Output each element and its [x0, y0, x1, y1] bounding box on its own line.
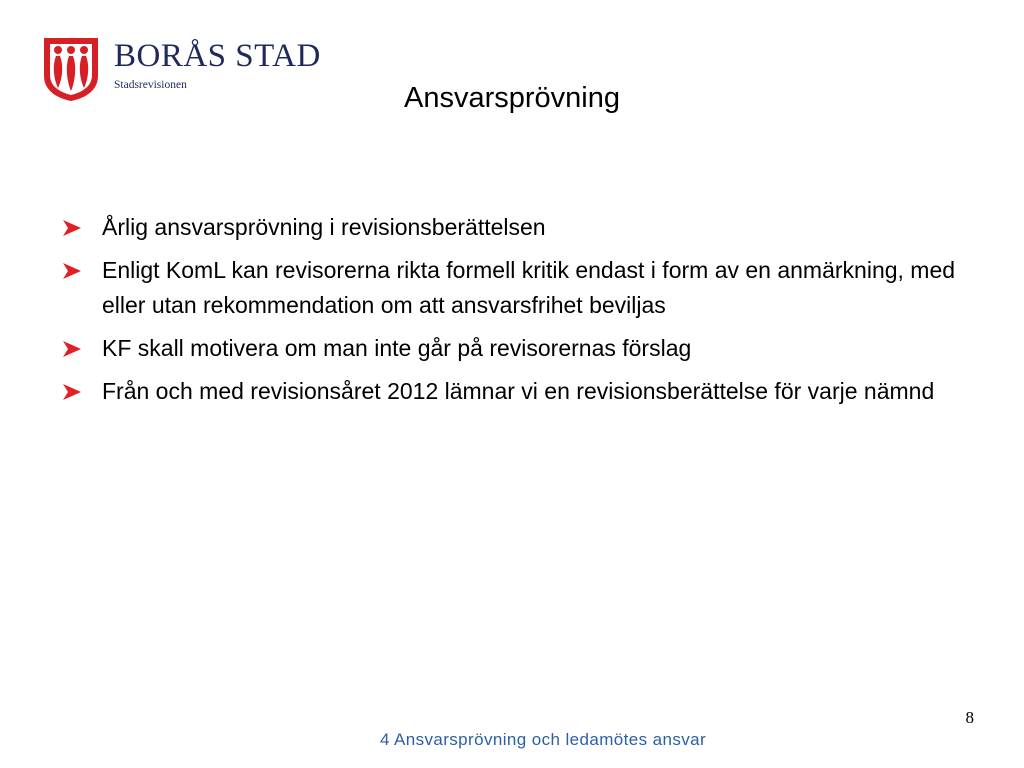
bullet-item — [60, 331, 960, 366]
arrow-bullet-icon — [62, 383, 82, 401]
bullet-list — [60, 210, 960, 417]
bullet-text: KF skall motivera om man inte går på revisorernas förslag — [102, 335, 692, 361]
bullet-item — [60, 210, 960, 245]
arrow-bullet-icon — [62, 219, 82, 237]
logo-brand-text: BORÅS STAD — [114, 38, 321, 74]
bullet-item — [60, 253, 960, 323]
arrow-bullet-icon — [62, 262, 82, 280]
bullet-text: Enligt KomL kan revisorerna rikta formell kritik endast i form av en anmärkning, med eller utan rekommendation om att ansvarsfrihet beviljas — [102, 257, 956, 318]
page-number: 8 — [965, 708, 974, 727]
slide-footer: 4 Ansvarsprövning och ledamötes ansvar — [379, 730, 707, 749]
bullet-item — [60, 374, 960, 409]
bullet-text: Från och med revisionsåret 2012 lämnar vi en revisionsberättelse för varje nämnd — [102, 378, 935, 404]
slide-title: Ansvarsprövning — [404, 82, 620, 114]
arrow-bullet-icon — [62, 340, 82, 358]
bullet-text: Årlig ansvarsprövning i revisionsberättelsen — [102, 214, 546, 240]
logo-sub-text: Stadsrevisionen — [114, 79, 187, 91]
